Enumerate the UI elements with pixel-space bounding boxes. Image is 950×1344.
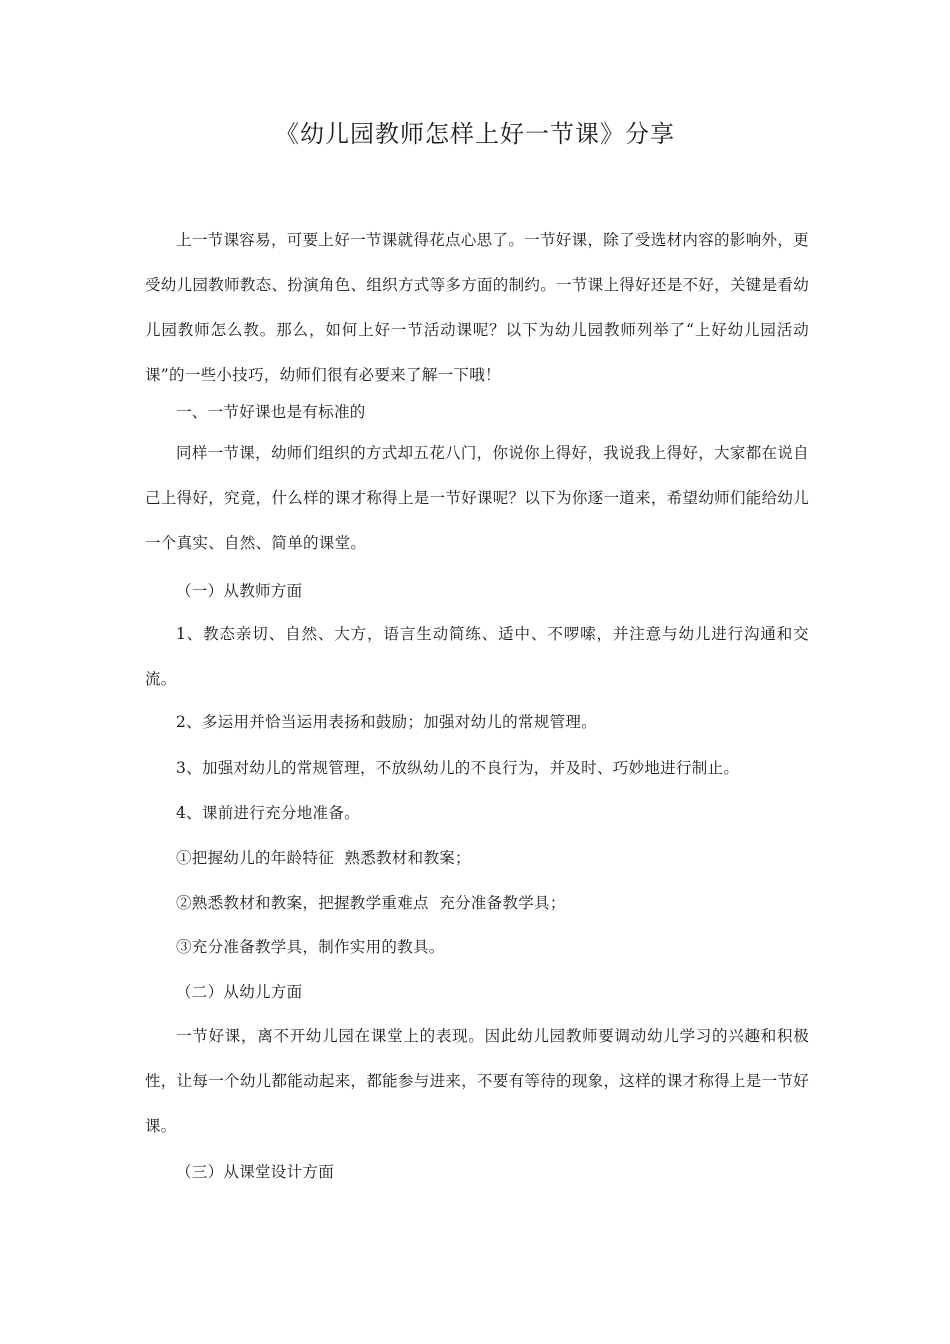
list-item-3: 3、加强对幼儿的常规管理，不放纵幼儿的不良行为，并及时、巧妙地进行制止。 <box>176 759 740 777</box>
subsection-2-paragraph: 一节好课，离不开幼儿园在课堂上的表现。因此幼儿园教师要调动幼儿学习的兴趣和积极性，让每一个幼儿都能动起来，都能参与进来，不要有等待的现象，这样的课才称得上是一节好课。 <box>145 1027 809 1135</box>
document-title: 《幼儿园教师怎样上好一节课》分享 <box>275 120 675 148</box>
subsection-2-heading: （二）从幼儿方面 <box>176 983 303 1001</box>
list-item-1: 1、教态亲切、自然、大方，语言生动简练、适中、不啰嗦，并注意与幼儿进行沟通和交流。 <box>145 625 809 688</box>
list-item-2: 2、多运用并恰当运用表扬和鼓励；加强对幼儿的常规管理。 <box>176 713 597 731</box>
subsection-3-heading: （三）从课堂设计方面 <box>176 1163 335 1181</box>
list-item-4-sub-1: ①把握幼儿的年龄特征 熟悉教材和教案； <box>176 849 471 867</box>
list-item-4-sub-2: ②熟悉教材和教案，把握教学重难点 充分准备教学具； <box>176 894 566 912</box>
section-1-paragraph: 同样一节课，幼师们组织的方式却五花八门，你说你上得好，我说我上得好，大家都在说自己上得好，究竟，什么样的课才称得上是一节好课呢？以下为你逐一道来，希望幼师们能给幼儿一个真实、自然、简单的课堂。 <box>145 444 809 552</box>
list-item-4: 4、课前进行充分地准备。 <box>176 804 360 822</box>
section-1-heading: 一、一节好课也是有标准的 <box>176 403 366 421</box>
intro-paragraph: 上一节课容易，可要上好一节课就得花点心思了。一节好课，除了受选材内容的影响外，更受幼儿园教师教态、扮演角色、组织方式等多方面的制约。一节课上得好还是不好，关键是看幼儿园教师怎么教。那么，如何上好一节活动课呢？以下为幼儿园教师列举了“上好幼儿园活动课”的一些小技巧，幼师们很有必要来了解一下哦！ <box>145 231 809 384</box>
subsection-1-heading: （一）从教师方面 <box>176 582 303 600</box>
list-item-4-sub-3: ③充分准备教学具，制作实用的教具。 <box>176 938 445 956</box>
